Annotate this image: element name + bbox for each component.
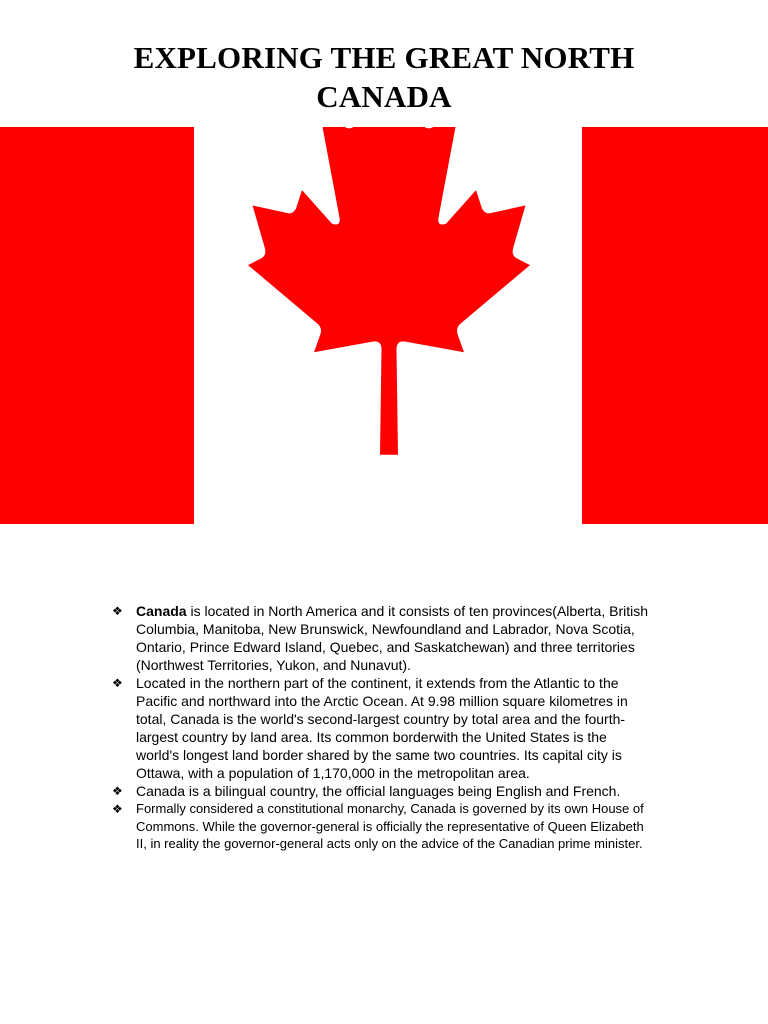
title-line-1: EXPLORING THE GREAT NORTH: [133, 40, 635, 75]
diamond-bullet-icon: ❖: [112, 604, 123, 618]
bullet-text: Canada is a bilingual country, the official languages being English and French.: [136, 783, 621, 799]
flag-left-bar: [0, 127, 194, 524]
facts-list: [112, 602, 652, 853]
canada-flag-image: [0, 127, 768, 524]
bullet-term: Canada: [136, 603, 187, 619]
diamond-bullet-icon: ❖: [112, 676, 123, 690]
flag-right-bar: [582, 127, 768, 524]
list-item: [112, 782, 652, 800]
title-line-2: CANADA: [316, 79, 452, 114]
bullet-text: Located in the northern part of the continent, it extends from the Atlantic to the Pacific and northward into the Arctic Ocean. At 9.98 million square kilometres in total, Canada is the world's second-largest country by total area and the fourth-largest country by land area. Its common borderwith the United States is the world's longest land border shared by the same two countries. Its capital city is Ottawa, with a population of 1,170,000 in the metropolitan area.: [136, 675, 628, 781]
diamond-bullet-icon: ❖: [112, 802, 123, 816]
list-item: [112, 800, 652, 853]
list-item: [112, 674, 652, 782]
bullet-text: is located in North America and it consists of ten provinces(Alberta, British Columbia, Manitoba, New Brunswick, Newfoundland and Labrador, Nova Scotia, Ontario, Prince Edward Island, Quebec, and Saskatchewan) and three territories (Northwest Territories, Yukon, and Nunavut).: [136, 603, 649, 673]
document-title: [0, 38, 768, 116]
diamond-bullet-icon: ❖: [112, 784, 123, 798]
bullet-text: Formally considered a constitutional monarchy, Canada is governed by its own House of Commons. While the governor-general is officially the representative of Queen Elizabeth II, in reality the governor-general acts only on the advice of the Canadian prime minister.: [136, 801, 644, 851]
list-item: [112, 602, 652, 674]
